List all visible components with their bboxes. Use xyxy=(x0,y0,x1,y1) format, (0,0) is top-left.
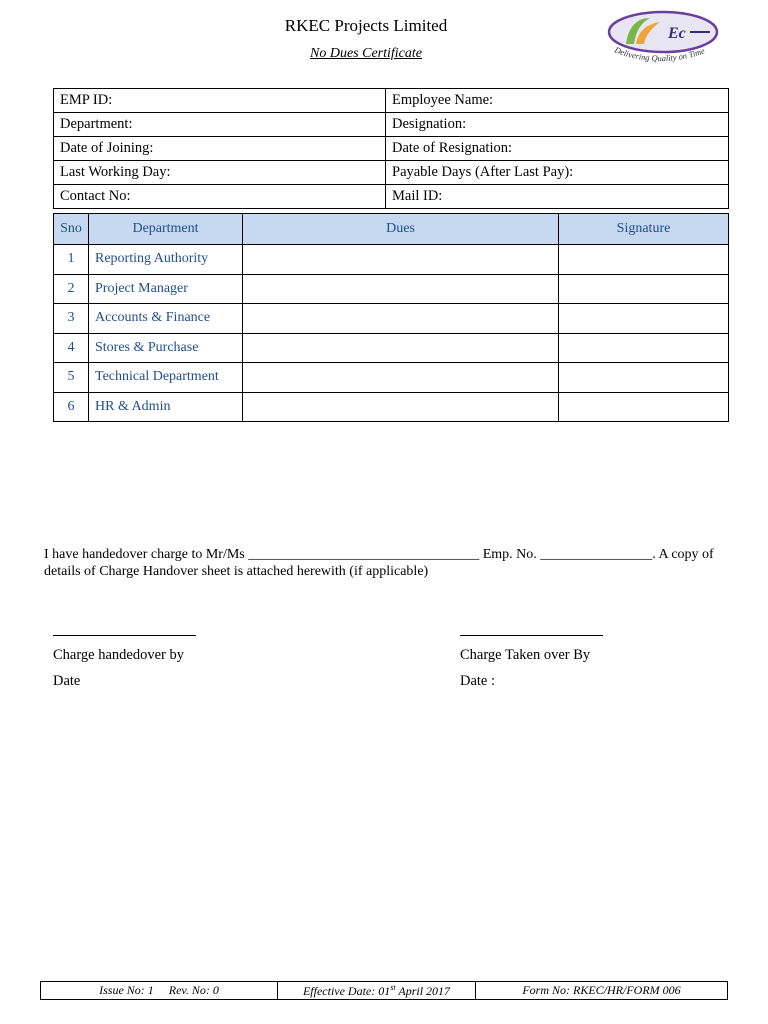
employee-name-field[interactable]: Employee Name: xyxy=(386,89,729,113)
left-signature-line[interactable] xyxy=(53,635,196,636)
row-department: Project Manager xyxy=(89,274,243,304)
handover-declaration: I have handedover charge to Mr/Ms _________________________________ Emp. No. ________________. A copy of details of Charge Handover sheet is attached herewith (if applicable) xyxy=(44,547,714,579)
row-signature-cell[interactable] xyxy=(559,333,729,363)
row-dues-cell[interactable] xyxy=(243,333,559,363)
right-signature-line[interactable] xyxy=(460,635,603,636)
row-department: Reporting Authority xyxy=(89,245,243,275)
last-working-day-field[interactable]: Last Working Day: xyxy=(54,161,386,185)
contact-no-field[interactable]: Contact No: xyxy=(54,185,386,209)
left-date-label: Date xyxy=(53,673,81,689)
document-title: No Dues Certificate xyxy=(310,46,422,61)
row-department: HR & Admin xyxy=(89,392,243,422)
charge-taken-label: Charge Taken over By xyxy=(460,647,591,663)
row-dues-cell[interactable] xyxy=(243,304,559,334)
payable-days-field[interactable]: Payable Days (After Last Pay): xyxy=(386,161,729,185)
row-signature-cell[interactable] xyxy=(559,304,729,334)
header-dues: Dues xyxy=(243,214,559,245)
row-department: Technical Department xyxy=(89,363,243,393)
form-number: Form No: RKEC/HR/FORM 006 xyxy=(476,982,728,1000)
company-logo xyxy=(606,8,724,70)
header-sno: Sno xyxy=(54,214,89,245)
row-dues-cell[interactable] xyxy=(243,274,559,304)
table-row xyxy=(54,392,729,422)
row-sno: 3 xyxy=(54,304,89,334)
table-row xyxy=(54,245,729,275)
mail-id-field[interactable]: Mail ID: xyxy=(386,185,729,209)
emp-id-field[interactable]: EMP ID: xyxy=(54,89,386,113)
logo-tagline: Delivering Quality on Time xyxy=(613,44,706,64)
row-signature-cell[interactable] xyxy=(559,245,729,275)
svg-text:Ec: Ec xyxy=(668,25,686,42)
row-sno: 6 xyxy=(54,392,89,422)
row-sno: 5 xyxy=(54,363,89,393)
header-department: Department xyxy=(89,214,243,245)
company-name: RKEC Projects Limited xyxy=(284,16,448,35)
table-row xyxy=(54,304,729,334)
row-dues-cell[interactable] xyxy=(243,363,559,393)
right-date-label: Date : xyxy=(460,673,496,689)
issue-revision-number: Issue No: 1 Rev. No: 0 xyxy=(41,982,278,1000)
charge-handedover-label: Charge handedover by xyxy=(53,647,184,663)
row-department: Stores & Purchase xyxy=(89,333,243,363)
row-signature-cell[interactable] xyxy=(559,363,729,393)
table-row xyxy=(54,363,729,393)
employee-info-table xyxy=(53,88,729,209)
row-department: Accounts & Finance xyxy=(89,304,243,334)
dues-table xyxy=(53,213,729,422)
designation-field[interactable]: Designation: xyxy=(386,113,729,137)
effective-date: Effective Date: 01st April 2017 xyxy=(278,982,476,1000)
row-sno: 2 xyxy=(54,274,89,304)
table-row xyxy=(54,274,729,304)
department-field[interactable]: Department: xyxy=(54,113,386,137)
date-of-resignation-field[interactable]: Date of Resignation: xyxy=(386,137,729,161)
dues-table-header xyxy=(54,214,729,245)
row-signature-cell[interactable] xyxy=(559,392,729,422)
row-sno: 1 xyxy=(54,245,89,275)
document-footer xyxy=(40,981,728,1000)
header-signature: Signature xyxy=(559,214,729,245)
row-dues-cell[interactable] xyxy=(243,245,559,275)
row-sno: 4 xyxy=(54,333,89,363)
table-row xyxy=(54,333,729,363)
row-dues-cell[interactable] xyxy=(243,392,559,422)
row-signature-cell[interactable] xyxy=(559,274,729,304)
date-of-joining-field[interactable]: Date of Joining: xyxy=(54,137,386,161)
